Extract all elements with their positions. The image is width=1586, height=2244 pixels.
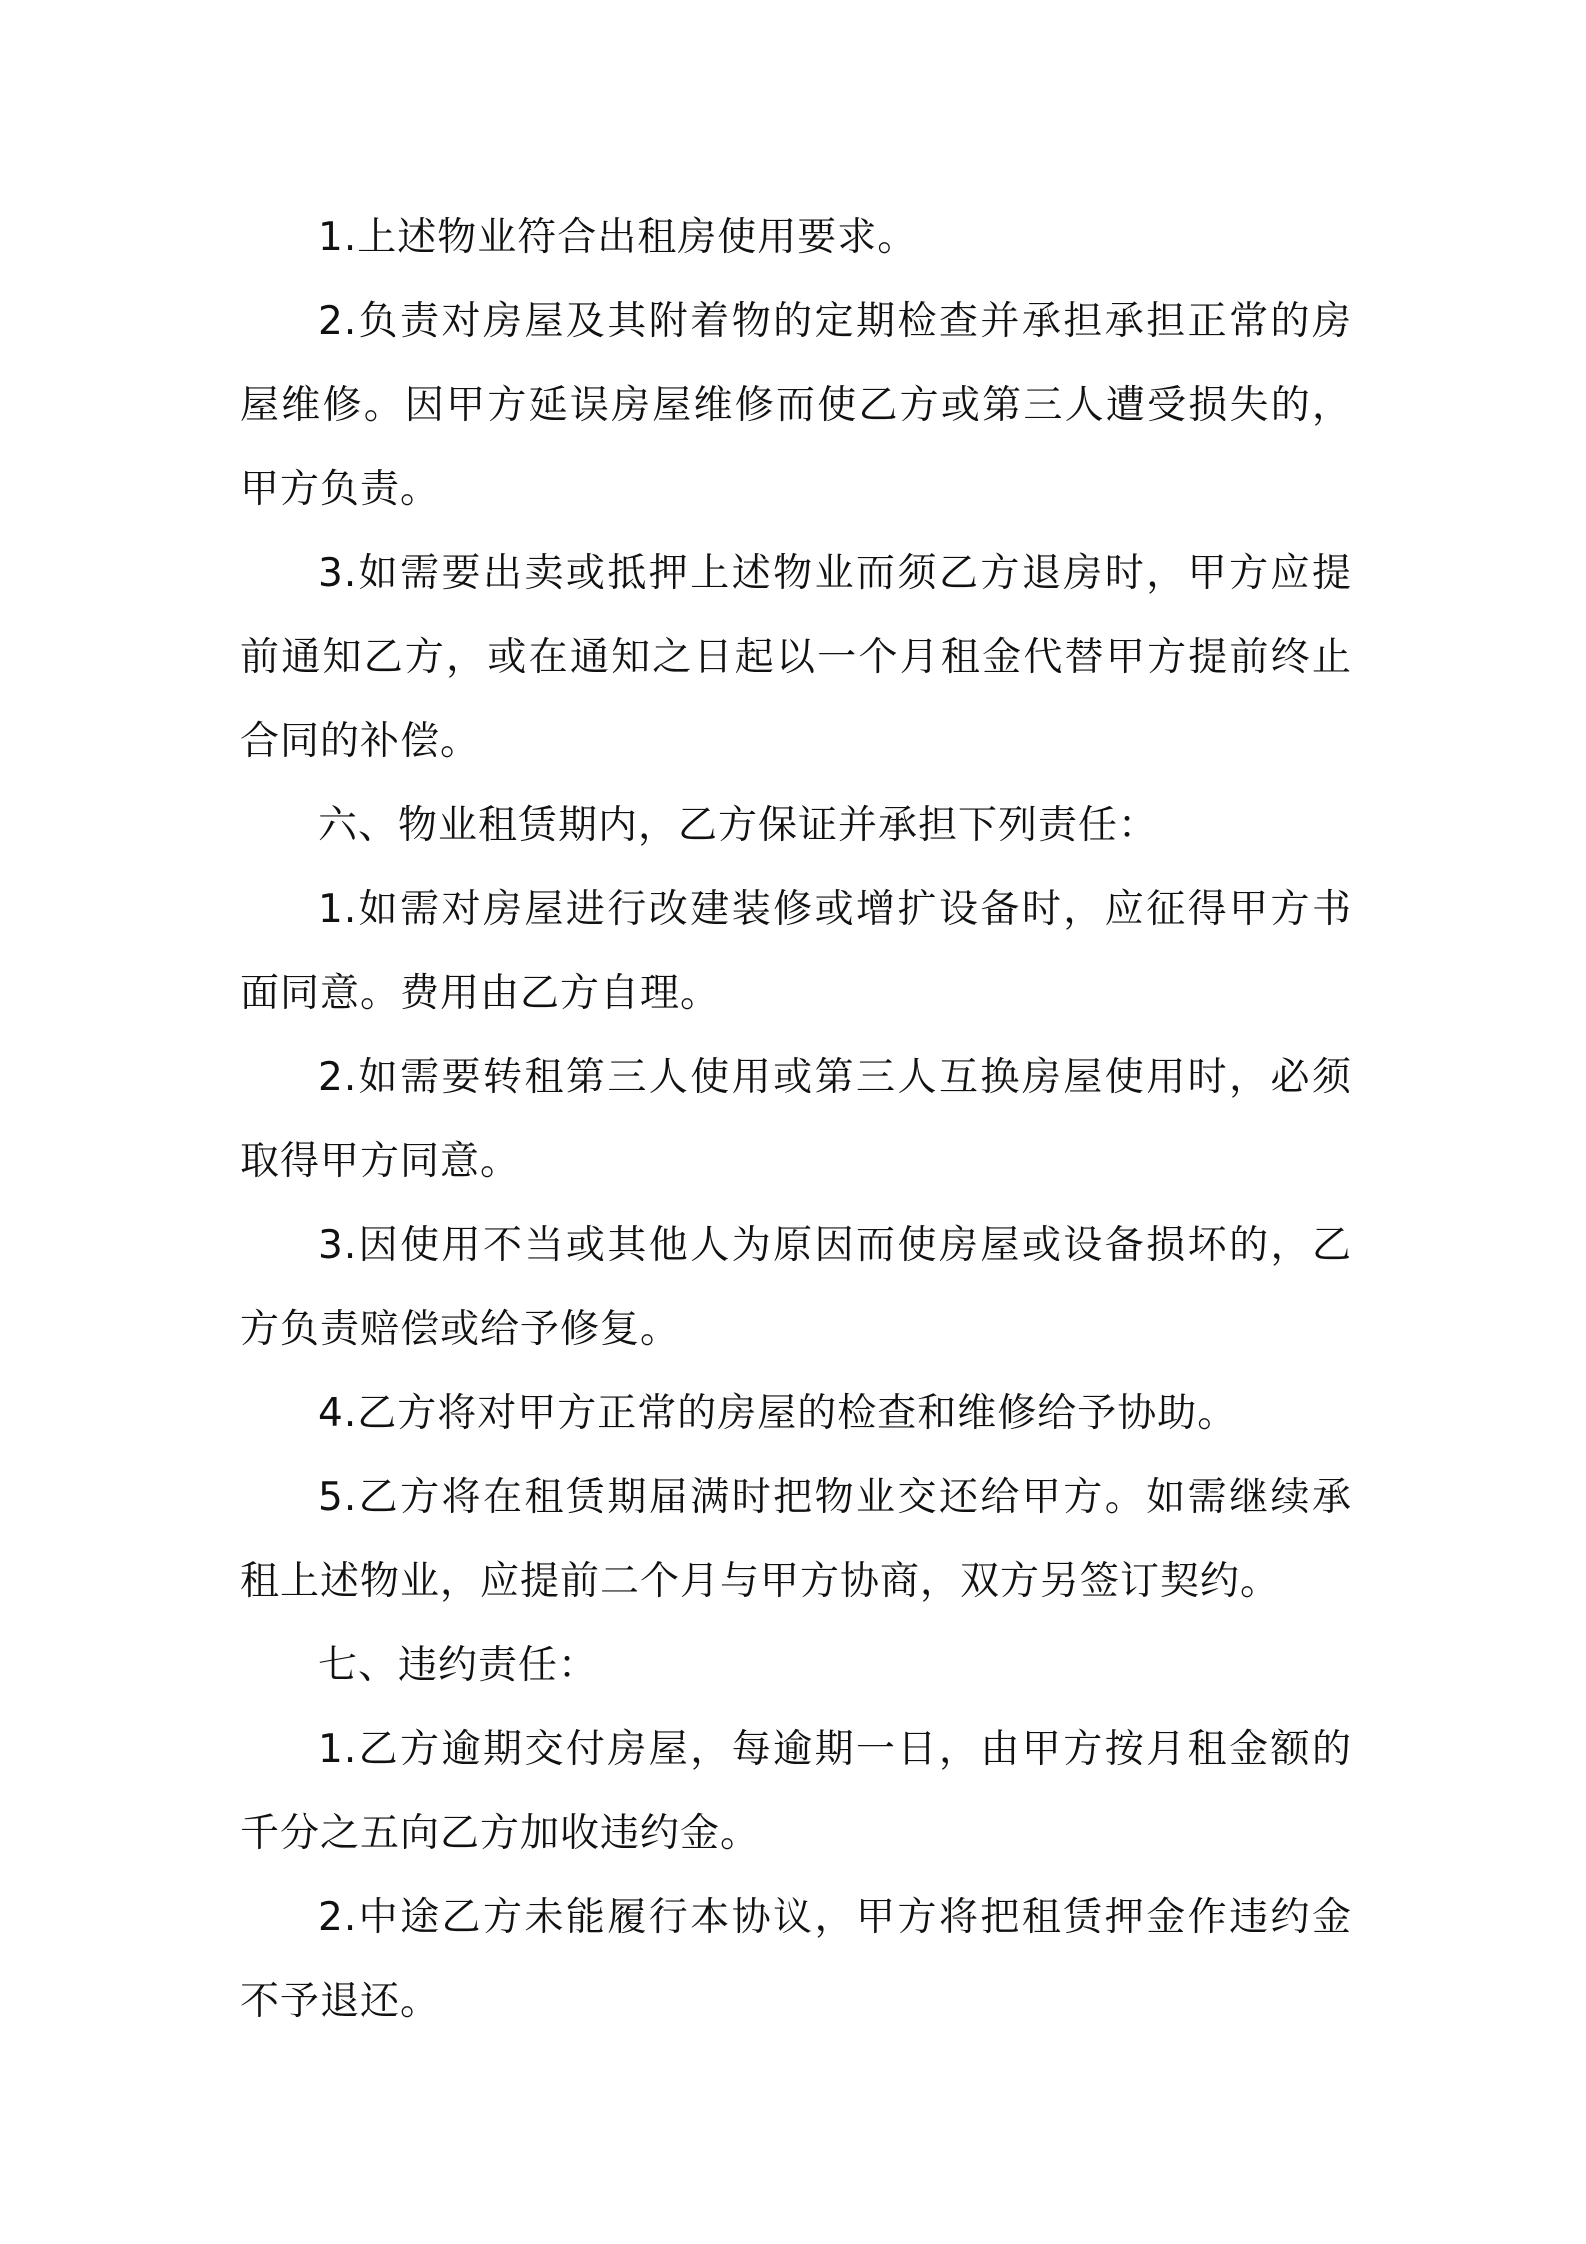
paragraph-breach-2: 2.中途乙方未能履行本协议，甲方将把租赁押金作违约金不予退还。 bbox=[240, 1895, 1352, 2024]
paragraph-clause-2: 2.负责对房屋及其附着物的定期检查并承担承担正常的房屋维修。因甲方延误房屋维修而使乙方或第三人遭受损失的，甲方负责。 bbox=[240, 299, 1352, 512]
paragraph-breach-1: 1.乙方逾期交付房屋，每逾期一日，由甲方按月租金额的千分之五向乙方加收违约金。 bbox=[240, 1727, 1352, 1856]
paragraph-tenant-5: 5.乙方将在租赁期届满时把物业交还给甲方。如需继续承租上述物业，应提前二个月与甲方协商，双方另签订契约。 bbox=[240, 1475, 1352, 1604]
paragraph-clause-3: 3.如需要出卖或抵押上述物业而须乙方退房时，甲方应提前通知乙方，或在通知之日起以一个月租金代替甲方提前终止合同的补偿。 bbox=[240, 551, 1352, 764]
paragraph-tenant-2: 2.如需要转租第三人使用或第三人互换房屋使用时，必须取得甲方同意。 bbox=[240, 1055, 1352, 1184]
paragraph-tenant-3: 3.因使用不当或其他人为原因而使房屋或设备损坏的，乙方负责赔偿或给予修复。 bbox=[240, 1223, 1352, 1352]
section-heading-six: 六、物业租赁期内，乙方保证并承担下列责任： bbox=[318, 803, 1159, 848]
document-body bbox=[240, 196, 1352, 2044]
paragraph-tenant-4: 4.乙方将对甲方正常的房屋的检查和维修给予协助。 bbox=[318, 1391, 1238, 1436]
section-heading-seven: 七、违约责任： bbox=[318, 1643, 599, 1688]
paragraph-tenant-1: 1.如需对房屋进行改建装修或增扩设备时，应征得甲方书面同意。费用由乙方自理。 bbox=[240, 887, 1352, 1016]
paragraph-clause-1: 1.上述物业符合出租房使用要求。 bbox=[318, 215, 918, 260]
